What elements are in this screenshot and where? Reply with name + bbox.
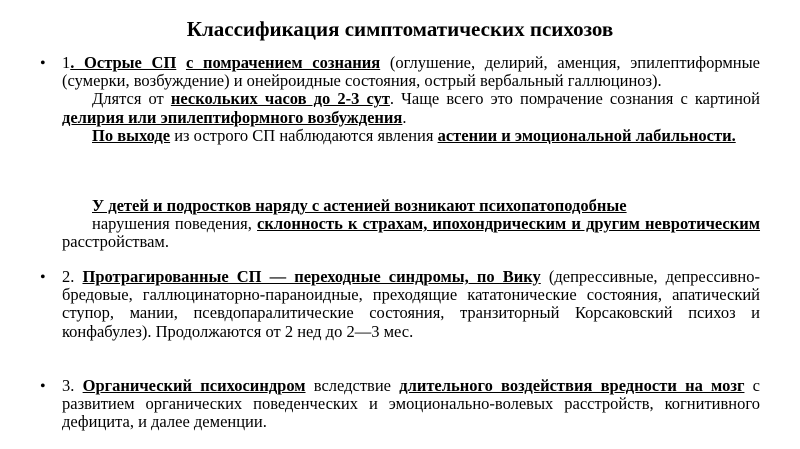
exit-term: По выходе — [92, 125, 171, 145]
section-2-number: 2. — [62, 267, 83, 286]
children-text: нарушения поведения, — [92, 214, 258, 234]
section-2 — [62, 268, 760, 341]
section-3-term-brain: длительного воздействия вредности на мозг — [399, 376, 745, 395]
section-2-term: Протрагированные СП — переходные синдромы, по Вику — [82, 267, 541, 286]
section-1-term: . Острые СП — [70, 53, 177, 72]
children-line — [62, 215, 760, 251]
bullet-2: • — [40, 269, 46, 286]
section-3 — [62, 377, 760, 432]
section-2-description: (депрессивные, депрессивно-бредовые, галлюцинаторно-параноидные, преходящие кататонические состояния, апатический ступор, мании, псевдопаралитические состояния, транзиторный Корсаковский психоз и конфабулез). Продолжаются от 2 нед до 2—3 мес. — [62, 267, 761, 341]
duration-term-delirium: делирия или эпилептиформного возбуждения — [62, 107, 403, 127]
duration-term: нескольких часов до 2-3 сут — [170, 89, 390, 109]
slide-title: Классификация симптоматических психозов — [186, 17, 614, 41]
section-1 — [62, 54, 760, 145]
bullet-3: • — [40, 378, 46, 395]
duration-prefix: Длятся от — [92, 89, 171, 109]
duration-text: . Чаще всего это помрачение сознания с картиной — [389, 89, 760, 109]
section-3-number: 3. — [62, 376, 83, 395]
section-1-duration — [62, 90, 760, 126]
exit-text: из острого СП наблюдаются явления — [170, 125, 438, 145]
section-1-term-consciousness: с помрачением сознания — [185, 53, 381, 72]
section-1-children — [62, 197, 760, 252]
section-3-text: вследствие — [305, 376, 400, 395]
children-end: расстройствам. — [62, 232, 169, 252]
section-3-term: Органический психосиндром — [82, 376, 306, 395]
exit-term-asthenia: астении и эмоциональной лабильности. — [437, 125, 736, 145]
children-term-fears: склонность к страхам, ипохондрическим и другим невротическим — [257, 214, 761, 234]
section-1-number: 1 — [62, 53, 71, 72]
section-1-description: (оглушение, делирий, аменция, эпилептиформные (сумерки, возбуждение) и онейроидные состояния, острый вербальный галлюциноз). — [62, 53, 761, 91]
duration-end: . — [402, 107, 407, 127]
bullet-1: • — [40, 55, 46, 72]
children-term: У детей и подростков наряду с астенией возникают психопатоподобные — [92, 196, 627, 215]
section-1-exit — [62, 127, 760, 145]
section-3-description: с развитием органических поведенческих и эмоционально-волевых расстройств, когнитивного дефицита, и далее деменции. — [62, 376, 761, 432]
